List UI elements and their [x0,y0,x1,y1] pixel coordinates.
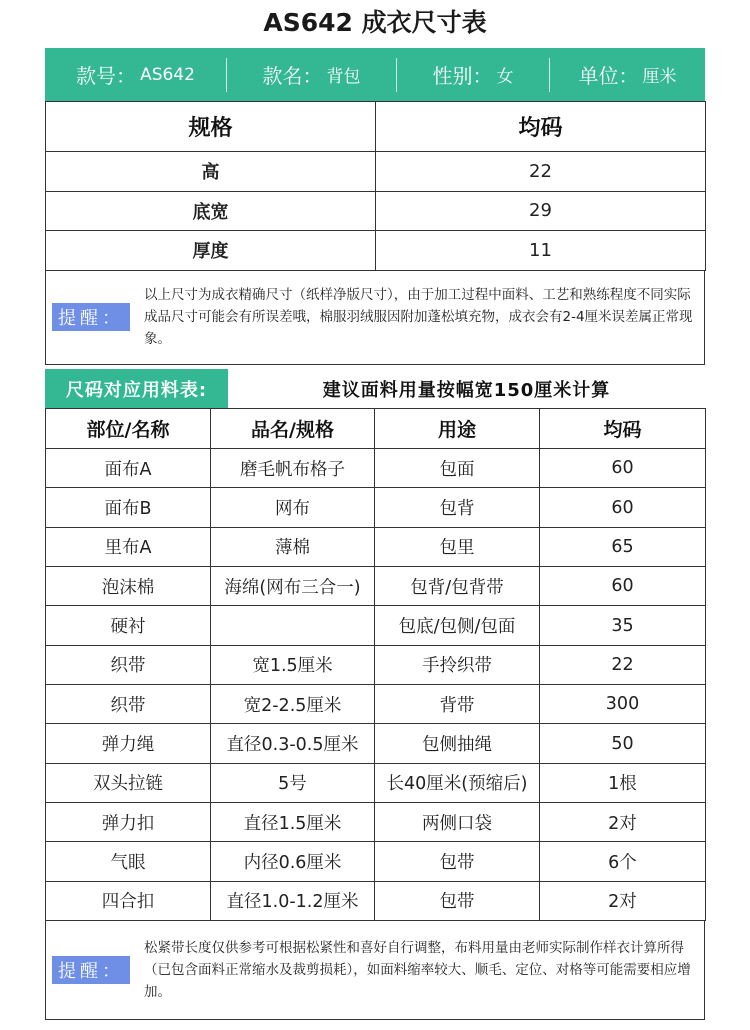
quantity-cell: 6个 [540,842,706,881]
column-header: 均码 [540,409,706,449]
usage-cell: 包底/包侧/包面 [375,606,540,645]
table-header-row [46,102,706,152]
item-spec-cell: 薄棉 [211,527,375,566]
reminder-note-materials [45,920,705,1020]
reminder-text: 松紧带长度仅供参考可根据松紧性和喜好自行调整，布料用量由老师实际制作样衣计算所得（已包含面料正常缩水及裁剪损耗），如面料缩率较大、顺毛、定位、对格等可能需要相应增加。 [144,939,691,1000]
product-info-bar [45,48,705,101]
usage-cell: 背带 [375,685,540,724]
usage-cell: 包侧抽绳 [375,724,540,763]
table-row [46,685,706,724]
table-row [46,567,706,606]
item-spec-cell: 网布 [211,488,375,527]
table-row [46,488,706,527]
quantity-cell: 60 [540,488,706,527]
column-header: 品名/规格 [211,409,375,449]
info-style-name [227,48,396,101]
info-value: 背包 [326,67,361,87]
item-spec-cell: 5号 [211,763,375,802]
part-name-cell: 双头拉链 [46,763,211,802]
quantity-cell: 50 [540,724,706,763]
usage-cell: 包背 [375,488,540,527]
info-unit [550,48,705,101]
table-row [46,842,706,881]
column-header: 用途 [375,409,540,449]
quantity-cell: 300 [540,685,706,724]
page-title: AS642 成衣尺寸表 [263,8,487,37]
item-spec-cell: 磨毛帆布格子 [211,449,375,488]
quantity-cell: 2对 [540,803,706,842]
usage-cell: 包带 [375,881,540,920]
part-name-cell: 四合扣 [46,881,211,920]
table-row [46,606,706,645]
usage-cell: 包背/包背带 [375,567,540,606]
materials-table [45,408,706,921]
table-row [46,152,706,192]
item-spec-cell: 宽1.5厘米 [211,645,375,684]
column-header: 规格 [46,102,376,152]
reminder-badge: 提醒： [52,956,130,984]
table-row [46,881,706,920]
column-header: 均码 [376,102,706,152]
spec-label: 厚度 [46,231,376,271]
part-name-cell: 织带 [46,685,211,724]
usage-cell: 包面 [375,449,540,488]
part-name-cell: 硬衬 [46,606,211,645]
table-header-row [46,409,706,449]
item-spec-cell: 直径0.3-0.5厘米 [211,724,375,763]
info-value: 厘米 [642,67,677,87]
spec-value: 29 [376,191,706,231]
materials-header [45,369,705,408]
table-row [46,231,706,271]
info-gender [397,48,549,101]
info-value: AS642 [140,64,195,85]
part-name-cell: 织带 [46,645,211,684]
reminder-text: 以上尺寸为成衣精确尺寸（纸样净版尺寸），由于加工过程中面料、工艺和熟练程度不同实际成品尺寸可能会有所误差哦，棉服羽绒服因附加蓬松填充物，成衣会有2-4厘米误差属正常现象。 [144,287,693,347]
part-name-cell: 面布A [46,449,211,488]
quantity-cell: 1根 [540,763,706,802]
spec-label: 底宽 [46,191,376,231]
quantity-cell: 60 [540,567,706,606]
quantity-cell: 2对 [540,881,706,920]
usage-cell: 两侧口袋 [375,803,540,842]
info-key: 款号： [76,64,137,88]
item-spec-cell: 内径0.6厘米 [211,842,375,881]
usage-cell: 手拎织带 [375,645,540,684]
table-row [46,191,706,231]
materials-tag: 尺码对应用料表: [45,369,228,408]
size-spec-table [45,101,706,271]
spec-value: 11 [376,231,706,271]
reminder-badge: 提醒： [52,303,130,331]
quantity-cell: 35 [540,606,706,645]
table-row [46,803,706,842]
table-row [46,645,706,684]
spec-value: 22 [376,152,706,192]
usage-cell: 包里 [375,527,540,566]
info-key: 单位： [578,64,639,88]
usage-cell: 长40厘米(预缩后) [375,763,540,802]
reminder-note-sizes [45,270,705,365]
info-key: 款名： [262,64,323,88]
part-name-cell: 泡沫棉 [46,567,211,606]
info-key: 性别： [432,64,493,88]
spec-label: 高 [46,152,376,192]
part-name-cell: 气眼 [46,842,211,881]
part-name-cell: 弹力绳 [46,724,211,763]
item-spec-cell [211,606,375,645]
usage-cell: 包带 [375,842,540,881]
info-style-no [45,48,226,101]
item-spec-cell: 直径1.5厘米 [211,803,375,842]
part-name-cell: 面布B [46,488,211,527]
quantity-cell: 60 [540,449,706,488]
quantity-cell: 65 [540,527,706,566]
info-value: 女 [496,67,514,87]
table-row [46,527,706,566]
part-name-cell: 弹力扣 [46,803,211,842]
table-row [46,449,706,488]
table-row [46,724,706,763]
table-row [46,763,706,802]
column-header: 部位/名称 [46,409,211,449]
part-name-cell: 里布A [46,527,211,566]
item-spec-cell: 宽2-2.5厘米 [211,685,375,724]
quantity-cell: 22 [540,645,706,684]
item-spec-cell: 直径1.0-1.2厘米 [211,881,375,920]
item-spec-cell: 海绵(网布三合一) [211,567,375,606]
materials-fabric-note: 建议面料用量按幅宽150厘米计算 [322,379,611,401]
